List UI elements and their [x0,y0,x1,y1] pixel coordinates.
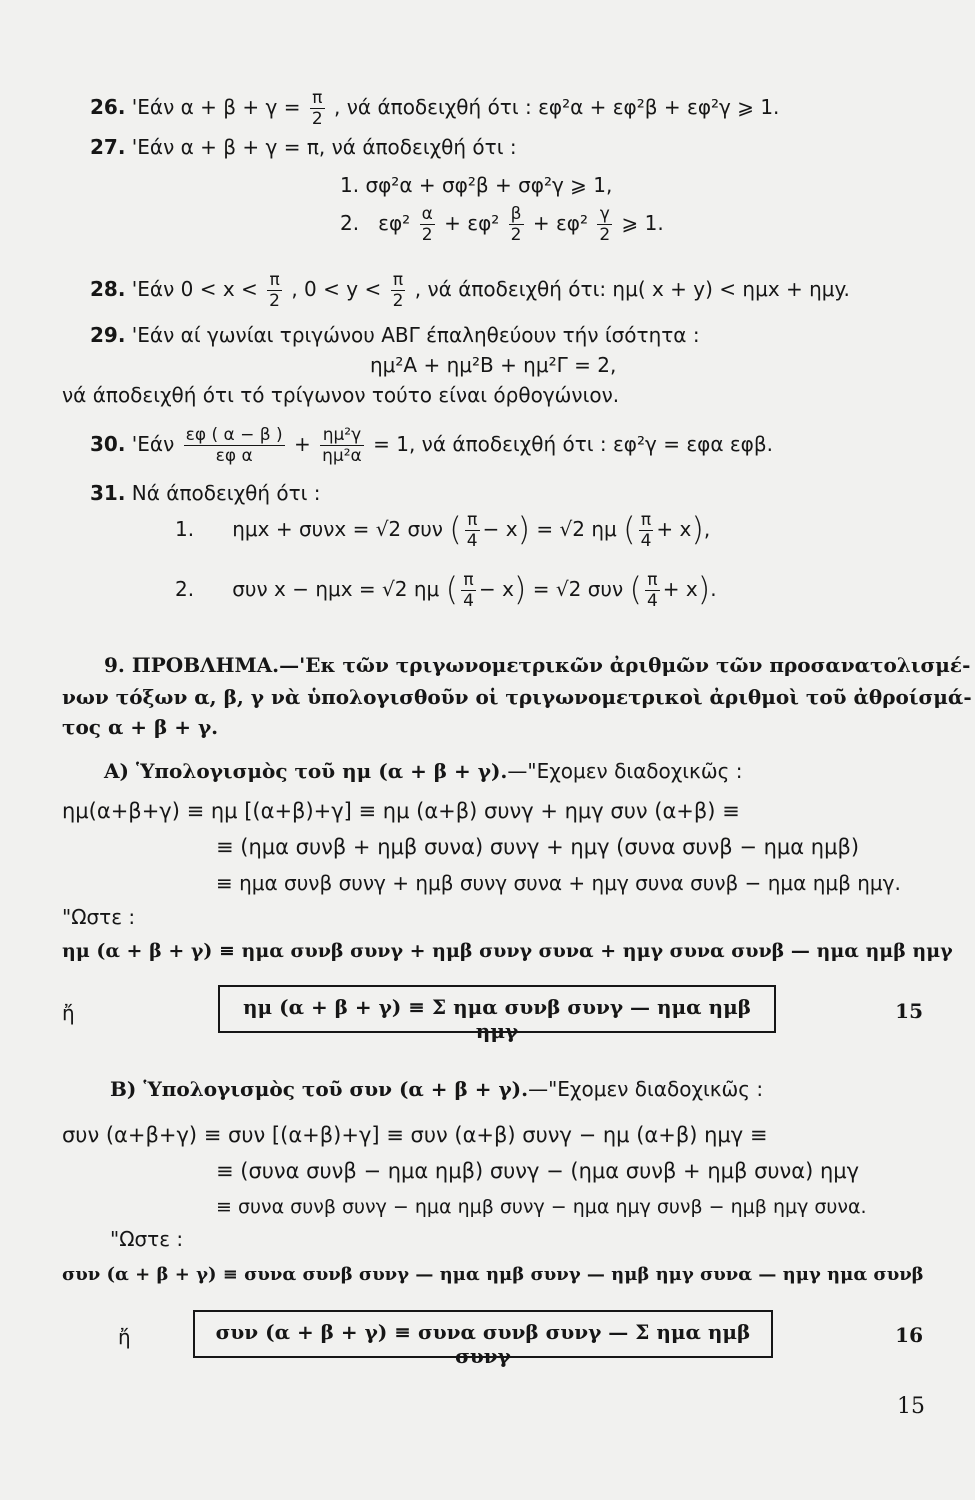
exercise-text: 'Εάν αί γωνίαι τριγώνου ΑΒΓ έπαληθεύουν τήν ίσότητα : [131,323,700,347]
fraction: $\frac{\text{ημ²γ}}{\text{ημ²α}}$ [322,425,362,466]
fraction: $\frac{\beta}{2}$ [510,204,522,245]
result-cos-sum: συν (α + β + γ) ≡ συνα συνβ συνγ — ημα ημβ συνγ — ημβ ημγ συνα — ημγ ημα συνβ [62,1264,924,1285]
section-title-line-3: τος α + β + γ. [62,715,219,739]
fraction: $\frac{\pi}{2}$ [392,270,404,311]
exercise-29-conclusion: νά άποδειχθή ότι τό τρίγωνον τούτο είναι όρθογώνιον. [62,383,620,407]
item-number: 2. [340,211,360,235]
formula-box-15 [218,985,776,1043]
fraction: $\frac{\pi}{4}$ [463,570,474,611]
or-label: ἤ [118,1325,131,1349]
subsection-intro: —"Εχομεν διαδοχικῶς : [528,1077,764,1101]
exercise-text: 'Εάν α + β + γ = π, νά άποδειχθή ότι : [131,135,517,159]
paren: ( [449,510,462,548]
exercise-text: = 1, νά άποδειχθή ότι : εφ²γ = εφα εφβ. [373,432,773,456]
exercise-text: Νά άποδειχθή ότι : [131,481,321,505]
fraction: $\frac{\pi}{2}$ [269,270,280,311]
derivation-a-line-2: ≡ (ημα συνβ + ημβ συνα) συνγ + ημγ (συνα συνβ − ημα ημβ) [216,835,860,859]
fraction: $\frac{\alpha}{2}$ [421,204,433,245]
exercise-number: 29. [90,323,126,347]
exercise-29-equation: ημ²Α + ημ²Β + ημ²Γ = 2, [370,353,617,377]
exercise-31 [90,480,321,506]
subsection-intro: —"Εχομεν διαδοχικῶς : [507,759,743,783]
formula-text: = √2 ημ [536,517,617,541]
item-number: 2. [175,577,195,601]
derivation-b-line-1: συν (α+β+γ) ≡ συν [(α+β)+γ] ≡ συν (α+β) συνγ − ημ (α+β) ημγ ≡ [62,1123,768,1147]
subsection-b-heading [110,1076,763,1102]
formula-text: ⩾ 1. [621,211,664,235]
formula-text: + x [656,517,692,541]
fraction: $\frac{\pi}{2}$ [311,88,323,129]
derivation-b-line-3: ≡ συνα συνβ συνγ − ημα ημβ συνγ − ημα ημγ συνβ − ημβ ημγ συνα. [216,1196,867,1218]
boxed-formula: ημ (α + β + γ) ≡ Σ ημα συνβ συνγ — ημα ημβ ημγ [243,995,751,1043]
paren: ) [691,510,704,548]
fraction: $\frac{\gamma}{2}$ [599,204,611,245]
formula-text: , [703,517,711,541]
derivation-a-line-3: ≡ ημα συνβ συνγ + ημβ συνγ συνα + ημγ συνα συνβ − ημα ημβ ημγ. [216,871,901,895]
derivation-b-line-2: ≡ (συνα συνβ − ημα ημβ) συνγ − (ημα συνβ + ημβ συνα) ημγ [216,1159,860,1183]
exercise-text: , 0 < y < [291,277,382,301]
paren: ( [445,570,459,608]
formula-text: ημx + συνx = √2 συν [232,517,443,541]
derivation-a-line-1: ημ(α+β+γ) ≡ ημ [(α+β)+γ] ≡ ημ (α+β) συνγ + ημγ συν (α+β) ≡ [62,799,740,823]
exercise-31-item-2 [175,570,717,611]
boxed-formula: συν (α + β + γ) ≡ συνα συνβ συνγ — Σ ημα ημβ συνγ [215,1320,751,1368]
formula-text: + εφ² [444,211,500,235]
exercise-26 [90,88,779,129]
exercise-27 [90,134,517,160]
exercise-28 [90,270,850,311]
formula-number-15: 15 [895,999,923,1023]
formula-text: + εφ² [532,211,588,235]
hoste-label: "Ωστε : [110,1227,184,1251]
result-sin-sum: ημ (α + β + γ) ≡ ημα συνβ συνγ + ημβ συνγ συνα + ημγ συνα συνβ — ημα ημβ ημγ [62,940,953,962]
plus-sign: + [294,432,311,456]
exercise-text: , νά άποδειχθή ότι: ημ( x + y) < ημx + ημy. [414,277,850,301]
fraction: $\frac{\pi}{4}$ [640,510,652,551]
hoste-label: "Ωστε : [62,905,136,929]
formula-text: συν x − ημx = √2 ημ [232,577,440,601]
formula-text: εφ² [378,211,411,235]
exercise-31-item-1 [175,510,710,551]
exercise-27-item-2 [340,204,664,245]
paren: ( [623,510,636,548]
subsection-title: A) Ὑπολογισμὸς τοῦ ημ (α + β + γ). [104,759,508,783]
section-title-line-2: νων τόξων α, β, γ νὰ ὑπολογισθοῦν οἱ τριγωνομετρικοὶ ἀριθμοὶ τοῦ ἀθροίσμά- [62,685,972,709]
exercise-number: 28. [90,277,126,301]
formula-box-16 [193,1310,773,1368]
paren: ) [697,570,711,608]
subsection-title: B) Ὑπολογισμὸς τοῦ συν (α + β + γ). [110,1077,529,1101]
exercise-number: 31. [90,481,126,505]
formula-text: = √2 συν [532,577,624,601]
subsection-a-heading [104,758,742,784]
exercise-text: , νά άποδειχθή ότι : εφ²α + εφ²β + εφ²γ ⩾ 1. [334,95,780,119]
exercise-number: 27. [90,135,126,159]
exercise-number: 26. [90,95,126,119]
exercise-27-item-1: 1. σφ²α + σφ²β + σφ²γ ⩾ 1, [340,173,613,197]
item-number: 1. [175,517,195,541]
formula-text: − x [482,517,518,541]
exercise-text: 'Εάν [131,432,175,456]
fraction: $\frac{\pi}{4}$ [466,510,478,551]
page-number: 15 [897,1394,925,1419]
paren: ) [517,510,531,548]
formula-text: . [710,577,717,601]
paren: ( [629,570,642,608]
exercise-text: 'Εάν 0 < x < [131,277,258,301]
paren: ) [513,570,527,608]
formula-text: + x [662,577,698,601]
fraction: $\frac{\varepsilon\varphi ( \alpha - \beta )}{\text{εφ α}}$ [185,425,283,466]
exercise-text: 'Εάν α + β + γ = [131,95,301,119]
formula-number-16: 16 [895,1323,923,1347]
fraction: $\frac{\pi}{4}$ [646,570,658,611]
exercise-30 [90,425,773,466]
exercise-29 [90,322,700,348]
section-title-line-1: 9. ΠΡΟΒΛΗΜΑ.—'Εκ τῶν τριγωνομετρικῶν ἀριθμῶν τῶν προσανατολισμέ- [104,653,971,677]
or-label: ἤ [62,1001,75,1025]
exercise-number: 30. [90,432,126,456]
formula-text: − x [478,577,514,601]
